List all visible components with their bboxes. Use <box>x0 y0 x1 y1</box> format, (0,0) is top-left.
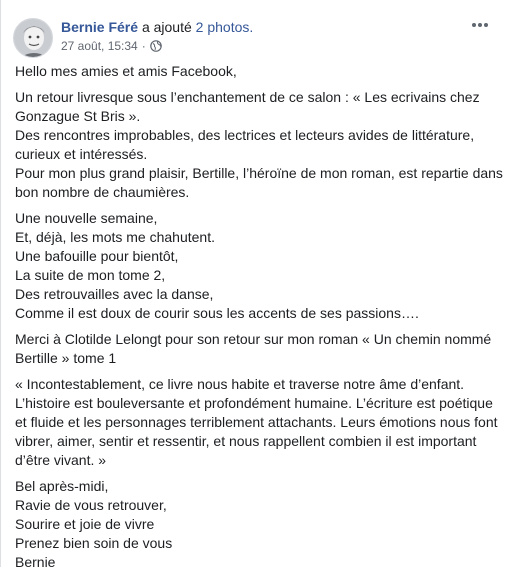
post-text-line: Merci à Clotilde Lelongt pour son retour sur mon roman « Un chemin nommé <box>15 331 492 347</box>
action-text: a ajouté <box>141 19 192 35</box>
post-text-line: Des retrouvailles avec la danse, <box>15 286 214 302</box>
post-paragraph <box>15 62 495 81</box>
post-text-line: Une nouvelle semaine, <box>15 210 158 226</box>
avatar[interactable] <box>13 18 53 58</box>
post-text-line: Des rencontres improbables, des lectrices et lecteurs avides de littérature, <box>15 127 475 143</box>
post-text-line: Comme il est doux de courir sous les accents de ses passions…. <box>15 305 419 321</box>
author-line <box>61 18 253 36</box>
post-text-line: Un retour livresque sous l’enchantement de ce salon : « Les ecrivains chez <box>15 89 480 105</box>
post-text-line: et fluide et les personnages terriblement attachants. Leurs émotions nous font <box>15 414 498 430</box>
post-text-line: Ravie de vous retrouver, <box>15 497 167 513</box>
post-text-line: Et, déjà, les mots me chahutent. <box>15 229 215 245</box>
post-paragraph <box>15 88 503 202</box>
post-text-line: Pour mon plus grand plaisir, Bertille, l’héroïne de mon roman, est repartie dans <box>15 165 503 181</box>
photos-link[interactable]: 2 photos. <box>195 19 254 35</box>
post-options-button[interactable] <box>469 16 491 34</box>
post-text-line: Bertille » tome 1 <box>15 350 117 366</box>
post-text-line: Gonzague St Bris ». <box>15 108 141 124</box>
avatar-portrait-icon <box>14 19 53 58</box>
ellipsis-icon <box>471 22 489 28</box>
post-text-line: Hello mes amies et amis Facebook, <box>15 63 237 79</box>
post-paragraph <box>15 330 495 368</box>
post-text-line: Sourire et joie de vivre <box>15 516 155 532</box>
post-header <box>13 14 493 58</box>
post-paragraph <box>15 209 495 323</box>
post-text-line: Bernie <box>15 554 56 567</box>
post-text-line: Prenez bien soin de vous <box>15 535 173 551</box>
meta-separator: · <box>141 39 146 53</box>
post-paragraph <box>15 375 498 470</box>
author-name-link[interactable]: Bernie Féré <box>61 19 139 35</box>
post-text-line: vibrer, aimer, sentir et ressentir, et nous rappellent combien il est important <box>15 433 477 449</box>
post-text-line: bon nombre de chaumières. <box>15 184 190 200</box>
post-text-line: Bel après-midi, <box>15 478 109 494</box>
post-text-line: La suite de mon tome 2, <box>15 267 166 283</box>
post-text-line: L’histoire est bouleversante et profondément humaine. L’écriture est poétique <box>15 395 493 411</box>
post-paragraph <box>15 477 495 567</box>
globe-icon[interactable] <box>150 40 162 52</box>
post-meta <box>61 38 162 54</box>
post-text-line: d’être vivant. » <box>15 452 107 468</box>
post-timestamp[interactable]: 27 août, 15:34 <box>61 39 138 53</box>
post-body <box>15 62 503 567</box>
post-text-line: curieux et intéressés. <box>15 146 148 162</box>
post-text-line: Une bafouille pour bientôt, <box>15 248 179 264</box>
post-text-line: « Incontestablement, ce livre nous habite et traverse notre âme d’enfant. <box>15 376 465 392</box>
